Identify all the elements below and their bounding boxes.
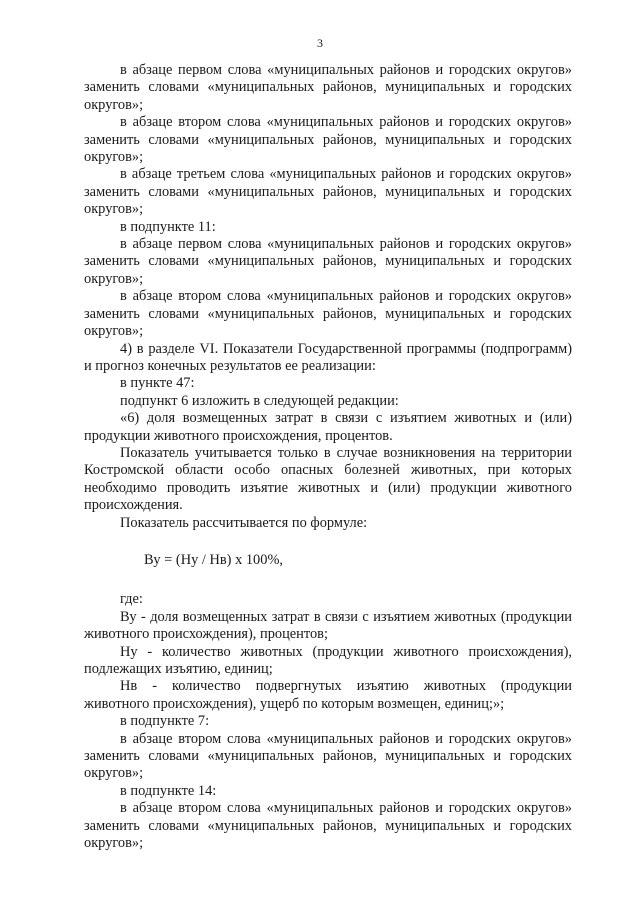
page-number: 3: [317, 36, 323, 50]
paragraph-abzac-second-14: в абзаце втором слова «муниципальных районов и городских округов» заменить словами «муниципальных районов, муниципальных и городских округов»;: [84, 800, 572, 852]
paragraph-indicator-scope: Показатель учитывается только в случае возникновения на территории Костромской области особо опасных болезней животных, при которых необходимо проводить изъятие животных и (или) продукции животного происхождения.: [84, 444, 572, 514]
paragraph-item-47: в пункте 47:: [120, 375, 195, 392]
paragraph-abzac-second-11: в абзаце втором слова «муниципальных районов и городских округов» заменить словами «муниципальных районов, муниципальных и городских округов»;: [84, 288, 572, 340]
paragraph-subitem-7: в подпункте 7:: [120, 713, 210, 730]
paragraph-section-vi: 4) в разделе VI. Показатели Государственной программы (подпрограмм) и прогноз конечных результатов ее реализации:: [84, 340, 572, 374]
paragraph-abzac-first-11: в абзаце первом слова «муниципальных районов и городских округов» заменить словами «муниципальных районов, муниципальных и городских округов»;: [84, 236, 572, 287]
paragraph-abzac-second-7: в абзаце втором слова «муниципальных районов и городских округов» заменить словами «муниципальных районов, муниципальных и городских округов»;: [84, 730, 572, 782]
document-body: [84, 62, 572, 852]
paragraph-def-nu: Ну - количество животных (продукции животного происхождения), подлежащих изъятию, единиц;: [84, 643, 572, 677]
paragraph-formula-intro: Показатель рассчитывается по формуле:: [120, 514, 368, 531]
paragraph-subitem-11: в подпункте 11:: [120, 218, 216, 235]
paragraph-indicator-definition: «6) доля возмещенных затрат в связи с изъятием животных и (или) продукции животного происхождения, процентов.: [84, 410, 572, 444]
paragraph-subitem-14: в подпункте 14:: [120, 782, 217, 799]
paragraph-where: где:: [120, 591, 143, 608]
paragraph-abzac-2: в абзаце втором слова «муниципальных районов и городских округов» заменить словами «муниципальных районов, муниципальных и городских округов»;: [84, 114, 572, 166]
paragraph-abzac-1: в абзаце первом слова «муниципальных районов и городских округов» заменить словами «муниципальных районов, муниципальных и городских округов»;: [84, 62, 572, 113]
formula: Ву = (Ну / Нв) х 100%,: [144, 551, 284, 568]
paragraph-def-vu: Ву - доля возмещенных затрат в связи с изъятием животных (продукции животного происхождения), процентов;: [84, 608, 572, 643]
paragraph-abzac-3: в абзаце третьем слова «муниципальных районов и городских округов» заменить словами «муниципальных районов, муниципальных и городских округов»;: [84, 166, 572, 218]
paragraph-subitem-6: подпункт 6 изложить в следующей редакции:: [120, 392, 399, 409]
paragraph-def-nv: Нв - количество подвергнутых изъятию животных (продукции животного происхождения), ущерб по которым возмещен, единиц;»;: [84, 678, 572, 712]
